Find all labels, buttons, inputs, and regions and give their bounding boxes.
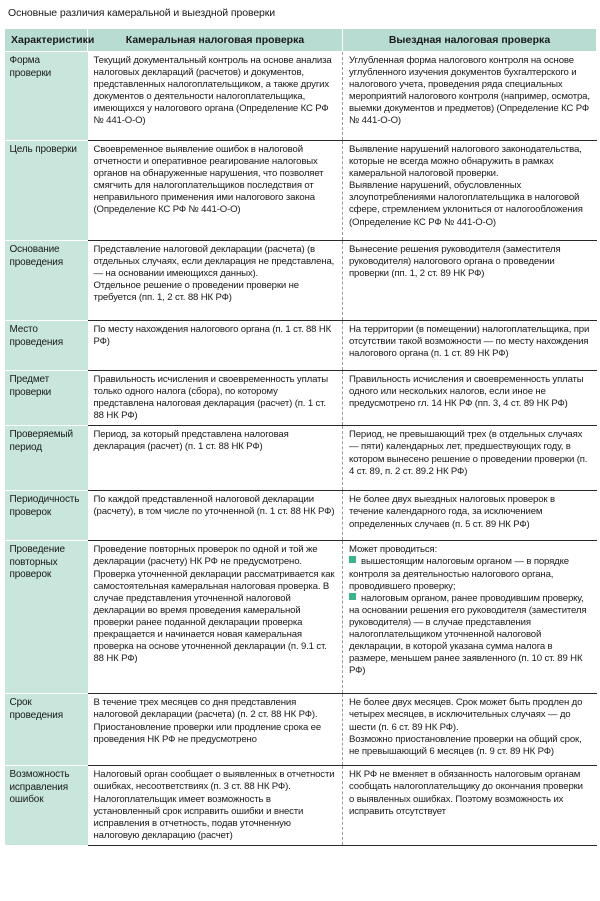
cameral-cell (88, 141, 343, 241)
field-cell (343, 241, 597, 321)
row-label: Предмет проверки (5, 371, 88, 426)
cameral-cell (88, 541, 343, 694)
square-bullet-icon (349, 593, 356, 600)
row-label: Форма проверки (5, 52, 88, 141)
cameral-paragraph: Отдельное решение о проведении проверки не требуется (пп. 1, 2 ст. 88 НК РФ) (93, 280, 299, 304)
row-label: Цель проверки (5, 141, 88, 241)
field-cell (343, 321, 597, 371)
cameral-cell (88, 371, 343, 426)
cameral-cell (88, 491, 343, 541)
table-row (5, 491, 597, 541)
cameral-paragraph: Налоговый орган сообщает о выявленных в отчетности ошибках, несоответствиях (п. 3 ст. 88 НК РФ). Налогоплательщик имеет возможность в установленный срок исправить ошибки и внести исправления в отчетность, подав уточненную налоговую декларацию (расчет) (93, 769, 335, 841)
cameral-cell (88, 321, 343, 371)
cameral-paragraph: Период, за который представлена налоговая декларация (расчет) (п. 1 ст. 88 НК РФ) (93, 429, 289, 453)
table-row (5, 426, 597, 491)
bullet-text: налоговым органом, ранее проводившим проверку, на основании решения его руководителя (заместителя руководителя) — в случае представления налогоплательщиком уточненной налоговой декларации, в которой указана сумма налога в размере, меньшем ранее заявленного (п. 10 ст. 89 НК РФ) (349, 592, 587, 677)
field-paragraph: Не более двух месяцев. Срок может быть продлен до четырех месяцев, в исключительных случаях — до шести (п. 6 ст. 89 НК РФ). (349, 697, 583, 733)
comparison-table (4, 28, 597, 846)
cameral-paragraph: В течение трех месяцев со дня представления налоговой декларации (расчета) (п. 2 ст. 88 НК РФ). (93, 697, 318, 721)
row-label: Основание проведения (5, 241, 88, 321)
table-row (5, 241, 597, 321)
cameral-cell (88, 766, 343, 846)
cameral-paragraph: Проверка уточненной декларации рассматривается как самостоятельная камеральная налоговая проверка. В случае представления уточненной налоговой декларации во время проведения камеральной проверки ранее поданной декларации проверка прекращается и начинается новая камеральная проверка на основе уточненной декларации (п. 9.1 ст. 88 НК РФ) (93, 568, 335, 665)
field-cell (343, 52, 597, 141)
header-cameral: Камеральная налоговая проверка (88, 29, 343, 52)
field-paragraph: Выявление нарушений, обусловленных злоупотреблениями налогоплательщика в налоговой сфере, стремлением уклониться от налогообложения (Определение КС РФ № 441-О-О) (349, 180, 583, 228)
field-intro: Может проводиться: (349, 544, 438, 556)
cameral-cell (88, 52, 343, 141)
field-cell (343, 541, 597, 694)
field-bullet-item (349, 556, 591, 592)
field-cell (343, 141, 597, 241)
square-bullet-icon (349, 556, 356, 563)
row-label: Срок проведения (5, 694, 88, 766)
field-paragraph: Правильность исчисления и своевременность уплаты одного или нескольких налогов, если иное не предусмотрено гл. 14 НК РФ (пп. 3, 4 ст. 89 НК РФ) (349, 374, 584, 410)
field-cell (343, 491, 597, 541)
cameral-paragraph: Представление налоговой декларации (расчета) (в отдельных случаях, если декларация не представлена, — на основании имеющихся данных). (93, 244, 335, 280)
field-paragraph: Выявление нарушений налогового законодательства, которые не всегда можно обнаружить в рамках камеральной налоговой проверки. (349, 144, 582, 180)
field-paragraph: На территории (в помещении) налогоплательщика, при отсутствии такой возможности — по месту нахождения налогового органа (п. 1 ст. 89 НК РФ) (349, 324, 590, 360)
field-paragraph: Вынесение решения руководителя (заместителя руководителя) налогового органа о проведении проверки (пп. 1, 2 ст. 89 НК РФ) (349, 244, 561, 280)
field-paragraph: Не более двух выездных налоговых проверок в течение календарного года, за исключением определенных случаев (п. 5 ст. 89 НК РФ) (349, 494, 555, 530)
field-paragraph: Углубленная форма налогового контроля на основе углубленного изучения документов бухгалтерского и налогового учета, проведения ряда специальных мероприятий налогового контроля (например, осмотра, выемки документов и предметов) (Определение КС РФ № 441-О-О) (349, 55, 590, 127)
table-row (5, 371, 597, 426)
row-label: Проведение повторных проверок (5, 541, 88, 694)
cameral-cell (88, 426, 343, 491)
header-characteristics: Характеристики (5, 29, 88, 52)
field-cell (343, 426, 597, 491)
row-label: Возможность исправления ошибок (5, 766, 88, 846)
cameral-paragraph: Проведение повторных проверок по одной и той же декларации (расчету) НК РФ не предусмотрено. (93, 544, 318, 568)
table-row (5, 541, 597, 694)
cameral-paragraph: Текущий документальный контроль на основе анализа налоговых деклараций (расчетов) и документов, представленных налогоплательщиком, а также других документов о деятельности налогоплательщика, имеющихся у налогового органа (Определение КС РФ № 441-О-О) (93, 55, 332, 127)
table-header-row (5, 29, 597, 52)
table-row (5, 141, 597, 241)
field-paragraph: Период, не превышающий трех (в отдельных случаях — пяти) календарных лет, предшествующих году, в котором вынесено решение о проведении проверки (п. 4 ст. 89, п. 2 ст. 89.2 НК РФ) (349, 429, 588, 477)
field-cell (343, 371, 597, 426)
table-row (5, 694, 597, 766)
cameral-paragraph: Правильность исчисления и своевременность уплаты только одного налога (сбора), по которому представлена налоговая декларация (расчет) (п. 1 ст. 88 НК РФ) (93, 374, 329, 422)
cameral-paragraph: Приостановление проверки или продление срока ее проведения НК РФ не предусмотрено (93, 721, 322, 745)
cameral-paragraph: По месту нахождения налогового органа (п. 1 ст. 88 НК РФ) (93, 324, 332, 348)
document-title: Основные различия камеральной и выездной проверки (8, 7, 276, 19)
field-bullet-item (349, 593, 591, 678)
table-row (5, 52, 597, 141)
bullet-text: вышестоящим налоговым органом — в порядке контроля за деятельностью налогового органа, проводившего проверку; (349, 556, 569, 592)
cameral-paragraph: Своевременное выявление ошибок в налоговой отчетности и оперативное реагирование налоговых органов на обнаруженные нарушения, что позволяет смягчить для налогоплательщиков последствия от неправильного применения ими налогового закона (Определение КС РФ № 441-О-О) (93, 144, 324, 216)
cameral-cell (88, 241, 343, 321)
field-cell (343, 694, 597, 766)
table-row (5, 321, 597, 371)
field-cell (343, 766, 597, 846)
field-paragraph: Возможно приостановление проверки на общий срок, не превышающий 6 месяцев (п. 9 ст. 89 НК РФ) (349, 733, 582, 757)
header-field: Выездная налоговая проверка (343, 29, 597, 52)
row-label: Периодичность проверок (5, 491, 88, 541)
field-paragraph: НК РФ не вменяет в обязанность налоговым органам сообщать налогоплательщику до окончания проверки о выявленных ошибках. Поэтому возможность их исправить отсутствует (349, 769, 583, 817)
cameral-cell (88, 694, 343, 766)
cameral-paragraph: По каждой представленной налоговой декларации (расчету), в том числе по уточненной (п. 1 ст. 88 НК РФ) (93, 494, 335, 518)
row-label: Место проведения (5, 321, 88, 371)
row-label: Проверяемый период (5, 426, 88, 491)
table-row (5, 766, 597, 846)
